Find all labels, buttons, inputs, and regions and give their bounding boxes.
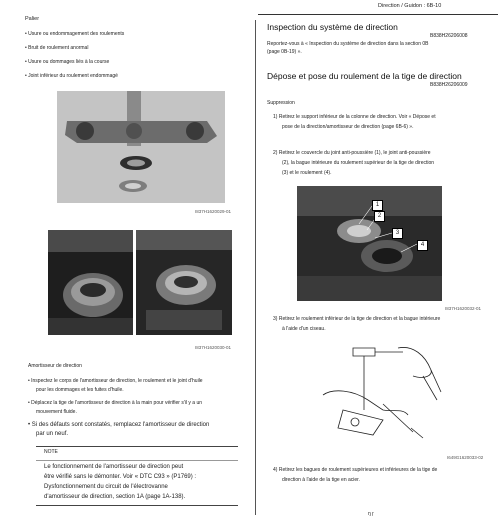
note-title: NOTE: [44, 449, 58, 455]
bearing-photo-right: [136, 230, 232, 335]
inspection-line-2: (page 0B-19) ».: [267, 49, 302, 55]
inspection-code: B838H26206008: [430, 33, 468, 39]
callout-1: 1: [372, 200, 383, 211]
amort-bullet-1b: pour les dommages et les fuites d'huile.: [36, 387, 124, 393]
bearing-left-illustration: [48, 230, 133, 335]
step-1b: pose de la direction/amortisseur de direction (page 6B-6) ».: [282, 124, 414, 130]
note-line-4: d'amortisseur de direction, section 1A (page 1A-138).: [44, 494, 186, 500]
fig3-code: I837H1620032-01: [445, 306, 482, 311]
note-line-1: Le fonctionnement de l'amortisseur de direction peut: [44, 464, 184, 470]
column-divider: [255, 20, 256, 515]
step-4b: direction à l'aide de la tige en acier.: [282, 477, 360, 483]
page-header: Direction / Guidon : 6B-10: [378, 3, 442, 9]
step-4a: 4) Retirez les bagues de roulement supérieures et inférieures de la tige de: [273, 467, 438, 473]
note-mid-rule: [36, 460, 238, 461]
triple-clamp-illustration: [57, 91, 225, 203]
amort-bullet-3a: • Si des défauts sont constatés, remplacez l'amortisseur de direction: [28, 422, 210, 428]
step-2b: (2), la bague intérieure du roulement supérieur de la tige de direction: [282, 160, 435, 166]
depose-code: B838H26206009: [430, 82, 468, 88]
step-2c: (3) et le roulement (4).: [282, 170, 332, 176]
bullet-4: • Joint inférieur du roulement endommagé: [25, 73, 118, 79]
amort-bullet-2a: • Déplacez la tige de l'amortisseur de direction à la main pour vérifier s'il y a un: [28, 400, 203, 406]
amort-bullet-3b: par un neuf.: [36, 431, 69, 437]
step-3a: 3) Retirez le roulement inférieur de la tige de direction et la bague intérieure: [273, 316, 441, 322]
page-footer: ŋ ŗ: [368, 511, 374, 517]
step-1a: 1) Retirez le support inférieur de la colonne de direction. Voir « Dépose et: [273, 114, 436, 120]
chisel-drawing: [313, 340, 443, 448]
note-line-3: Dysfonctionnement du circuit de l'électrovanne: [44, 484, 168, 490]
note-bottom-rule: [36, 505, 238, 506]
note-line-2: être vérifié sans le démonter. Voir « DTC C93 » (P1769) :: [44, 474, 197, 480]
bearing-photo-left: [48, 230, 133, 335]
step-3b: à l'aide d'un ciseau.: [282, 326, 326, 332]
bullet-2: • Bruit de roulement anormal: [25, 45, 89, 51]
bullet-3: • Usure ou dommages liés à la course: [25, 59, 110, 65]
amort-bullet-2b: mouvement fluide.: [36, 409, 77, 415]
fig2-code: I837H1620030-01: [195, 345, 232, 350]
chisel-illustration: [313, 340, 443, 448]
amort-bullet-1a: • Inspectez le corps de l'amortisseur de direction, le roulement et le joint d'huile: [28, 378, 203, 384]
note-top-rule: [36, 446, 238, 447]
header-rule: [258, 14, 498, 15]
callout-3: 3: [392, 228, 403, 239]
inspection-title: Inspection du système de direction: [267, 22, 398, 32]
palier-title: Palier: [25, 16, 40, 22]
suppression-title: Suppression: [267, 100, 295, 106]
bearing-right-illustration: [136, 230, 232, 335]
depose-title: Dépose et pose du roulement de la tige de direction: [267, 71, 462, 81]
callout-4: 4: [417, 240, 428, 251]
callout-2: 2: [374, 211, 385, 222]
inspection-line-1: Reportez-vous à « Inspection du système de direction dans la section 0B: [267, 41, 429, 47]
fig1-code: I837H1620029-01: [195, 209, 232, 214]
bullet-1: • Usure ou endommagement des roulements: [25, 31, 125, 37]
amortisseur-title: Amortisseur de direction: [28, 363, 82, 369]
fig4-code: I649G1620033-02: [447, 455, 484, 460]
triple-clamp-photo: [57, 91, 225, 203]
step-2a: 2) Retirez le couvercle du joint anti-poussière (1), le joint anti-poussière: [273, 150, 431, 156]
